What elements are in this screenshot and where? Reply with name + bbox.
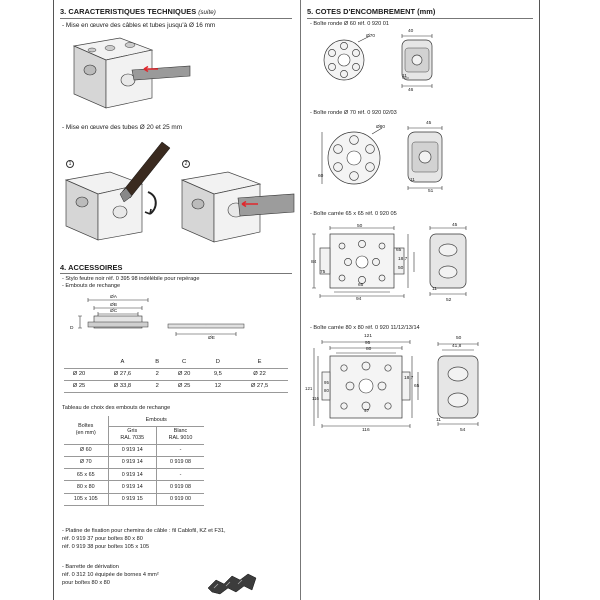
knockout-removal-illustration	[62, 136, 174, 242]
section-4-heading: 4. ACCESSOIRES	[60, 263, 123, 272]
table-cell: Ø 27,6	[94, 368, 151, 380]
box3-dim-top2: 45	[452, 223, 458, 228]
choice-table-title: Tableau de choix des embouts de rechange	[62, 405, 171, 411]
dia-label-a: ØA	[110, 295, 117, 300]
box1-dim-bottom: 46	[408, 88, 414, 93]
box1-dim-dia: Ø70	[366, 34, 376, 39]
barrette-line: pour boîtes 80 x 80	[62, 580, 110, 586]
box4-dim-t2: 95	[365, 341, 371, 346]
box2-dim-top: 45	[426, 121, 432, 126]
table-cell: Ø 25	[164, 380, 205, 392]
box1-drawing	[318, 32, 440, 96]
box2-dim-dia: Ø80	[376, 125, 386, 130]
box3-dim-left1: 84	[311, 260, 317, 265]
barrette-text	[62, 563, 159, 587]
table-cell: 0 919 14	[108, 456, 156, 468]
dia-label-b: ØB	[110, 303, 117, 308]
table-cell: 0 919 14	[108, 481, 156, 493]
table-header: E	[231, 356, 288, 368]
step-badge-1: 1	[66, 160, 74, 168]
table-row	[64, 456, 204, 468]
table-cell: 2	[151, 368, 164, 380]
barrette-line: réf. 0 312 10 équipée de bornes 4 mm²	[62, 572, 159, 578]
col-gris: Gris	[127, 428, 138, 435]
section-3-rule	[60, 18, 292, 19]
table-cell: 0 919 00	[156, 493, 204, 505]
box4-dim-t5: 41,8	[452, 344, 462, 349]
box4-dim-l2: 116	[312, 396, 319, 401]
box2-drawing	[318, 122, 448, 198]
table-cell: Ø 20	[64, 368, 94, 380]
table-cell: -	[156, 444, 204, 456]
section-3-suffix: (suite)	[198, 9, 216, 16]
table-row	[64, 444, 204, 456]
box4-dim-t1: 121	[364, 334, 373, 339]
box3-dim-r1: 65	[396, 248, 402, 253]
box4-dim-t3: 80	[366, 347, 372, 352]
table-header: B	[151, 356, 164, 368]
col-boites-unit: (en mm)	[75, 429, 96, 436]
platine-line: - Platine de fixation pour chemins de câble : fil Cablofil, KZ et F31,	[62, 528, 226, 534]
box1-label: - Boîte ronde Ø 60 réf. 0 920 01	[310, 21, 389, 27]
table-header	[156, 426, 204, 444]
table-cell: 0 919 14	[108, 469, 156, 481]
box4-dim-l3: 95	[324, 380, 329, 385]
table-cell: 9,5	[205, 368, 231, 380]
table-header	[108, 426, 156, 444]
table-header	[64, 416, 108, 444]
acc-line-1: - Stylo feutre noir réf. 0 395 98 indélébile pour repérage	[62, 276, 200, 282]
table-cell: 80 x 80	[64, 481, 108, 493]
box4-dim-bottom: 54	[460, 428, 466, 433]
box-cable-illustration	[62, 32, 192, 112]
dia-label-e: ØE	[208, 336, 215, 341]
end-cap-drawing	[64, 292, 254, 348]
barrette-line: - Barrette de dérivation	[62, 564, 119, 570]
box3-dim-bottom: 52	[446, 298, 452, 303]
step1-text: - Mise en œuvre des câbles et tubes jusqu'à Ø 16 mm	[62, 22, 216, 29]
table-cell: Ø 33,8	[94, 380, 151, 392]
box1-dim-top: 40	[408, 29, 414, 34]
table-cell: Ø 20	[164, 368, 205, 380]
dia-label-d: D	[70, 326, 74, 331]
box3-dim-b2: 94	[356, 297, 362, 302]
box1-dim-side: 11	[402, 74, 407, 79]
box2-dim-left: 60	[318, 174, 324, 179]
platine-text	[62, 527, 226, 551]
table-row	[64, 416, 204, 426]
table-cell: 2	[151, 380, 164, 392]
section-5-rule	[307, 18, 533, 19]
table-row	[64, 356, 288, 368]
box3-dim-left2: 75	[320, 270, 326, 275]
table-cell: 0 919 15	[108, 493, 156, 505]
table-cell: 0 919 08	[156, 456, 204, 468]
box4-dim-l1: 121	[305, 386, 313, 391]
step2-text: - Mise en œuvre des tubes Ø 20 et 25 mm	[62, 124, 183, 131]
platine-line: réf. 0 919 38 pour boîtes 105 x 105	[62, 544, 150, 550]
step-badge-2: 2	[182, 160, 190, 168]
box2-dim-bottom: 51	[428, 189, 434, 194]
col-blanc: Blanc	[173, 428, 188, 435]
box-tube-illustration	[178, 166, 296, 246]
table-row	[64, 469, 204, 481]
box3-dim-top: 50	[357, 224, 363, 229]
section-3-title: 3. CARACTERISTIQUES TECHNIQUES	[60, 7, 197, 16]
choice-table	[64, 416, 204, 506]
section-3-heading	[60, 7, 216, 16]
table-row	[64, 481, 204, 493]
table-cell: 0 919 08	[156, 481, 204, 493]
box4-dim-l4: 80	[324, 388, 329, 393]
box4-dim-b2: 116	[362, 428, 370, 433]
table-cell: 12	[205, 380, 231, 392]
table-cell: -	[156, 469, 204, 481]
table-header: C	[164, 356, 205, 368]
barrette-illustration	[204, 570, 260, 598]
table-header: A	[94, 356, 151, 368]
box4-dim-r2: 65	[414, 384, 420, 389]
table-cell: 105 x 105	[64, 493, 108, 505]
acc-line-2: - Embouts de rechange	[62, 283, 121, 289]
section-5-heading: 5. COTES D'ENCOMBREMENT (mm)	[307, 7, 436, 16]
box4-dim-t4: 50	[456, 336, 462, 341]
box3-dim-r3: 50	[398, 266, 404, 271]
table-cell: 65 x 65	[64, 469, 108, 481]
platine-line: réf. 0 919 37 pour boîtes 80 x 80	[62, 536, 143, 542]
col-embouts: Embouts	[108, 416, 204, 426]
box3-drawing	[312, 222, 476, 310]
box3-dim-b1: 65	[358, 283, 364, 288]
col-blanc-ral: RAL 9010	[168, 435, 193, 441]
table-header	[64, 356, 94, 368]
col-boites: Boîtes	[78, 423, 94, 430]
table-row	[64, 493, 204, 505]
box4-drawing	[312, 338, 484, 432]
box4-dim-r1: 18,7	[404, 376, 414, 381]
box3-label: - Boîte carrée 65 x 65 réf. 0 920 05	[310, 211, 397, 217]
column-divider	[300, 0, 301, 600]
table-cell: Ø 25	[64, 380, 94, 392]
box2-dim-side: 11	[410, 178, 415, 183]
box3-dim-r2: 18,7	[398, 257, 408, 262]
box4-dim-side: 11	[436, 418, 441, 423]
box3-dim-side: 11	[432, 287, 437, 292]
box2-label: - Boîte ronde Ø 70 réf. 0 920 02/03	[310, 110, 397, 116]
table-cell: 0 919 14	[108, 444, 156, 456]
section-4-rule	[60, 273, 292, 274]
dia-label-c: ØC	[110, 309, 118, 314]
table-header: D	[205, 356, 231, 368]
table-row	[64, 380, 288, 392]
box4-label: - Boîte carrée 80 x 80 réf. 0 920 11/12/13/14	[310, 325, 420, 331]
col-gris-ral: RAL 7035	[120, 435, 145, 441]
table-row	[64, 368, 288, 380]
table-cell: Ø 70	[64, 456, 108, 468]
table-cell: Ø 27,5	[231, 380, 288, 392]
table-cell: Ø 22	[231, 368, 288, 380]
accessories-table	[64, 356, 288, 393]
table-cell: Ø 60	[64, 444, 108, 456]
box4-dim-b1: 47	[364, 409, 370, 414]
